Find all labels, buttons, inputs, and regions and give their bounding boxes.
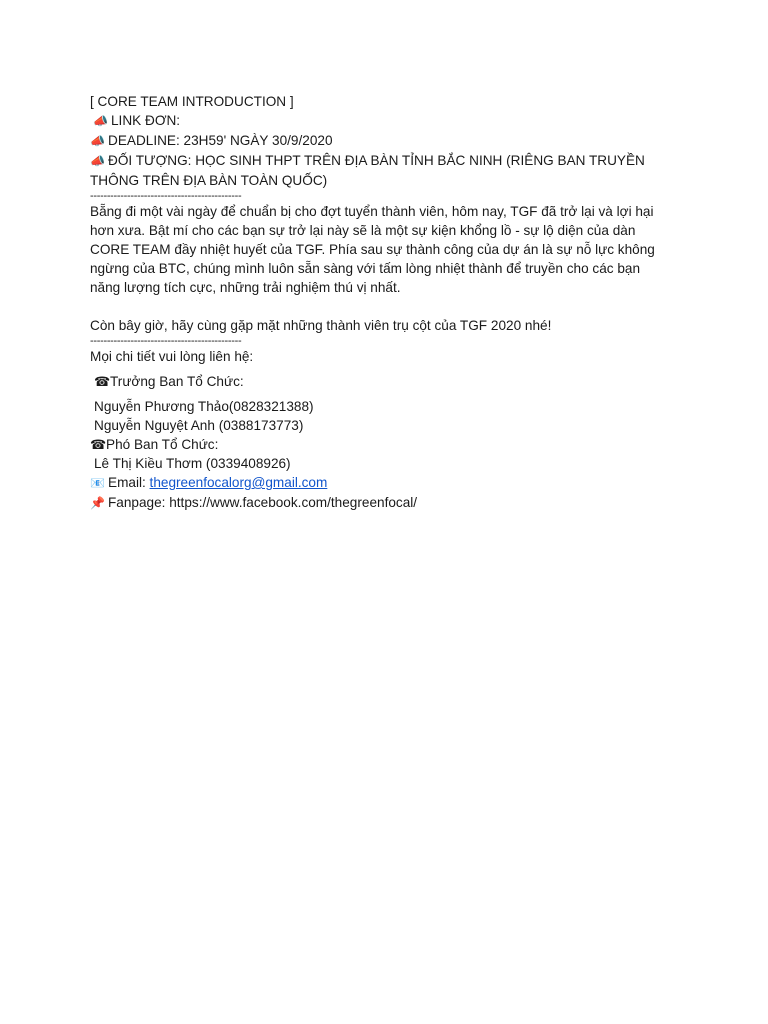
email-link[interactable]: thegreenfocalorg@gmail.com: [149, 475, 328, 490]
phone-icon: ☎: [90, 437, 107, 452]
target-line: [90, 151, 680, 190]
head-organizer-contact-2: Nguyễn Nguyệt Anh (0388173773): [94, 418, 304, 433]
pushpin-icon: 📌: [90, 496, 105, 510]
deadline-line: [90, 131, 680, 151]
closing-paragraph: Còn bây giờ, hãy cùng gặp mặt những thành viên trụ cột của TGF 2020 nhé!: [90, 318, 552, 333]
megaphone-icon: 📣: [93, 114, 108, 128]
deputy-organizer-contact-1: Lê Thị Kiều Thơm (0339408926): [94, 456, 291, 471]
head-organizer-label: Trưởng Ban Tổ Chức:: [110, 374, 244, 389]
target-text: ĐỐI TƯỢNG: HỌC SINH THPT TRÊN ĐỊA BÀN TỈNH BẮC NINH (RIÊNG BAN TRUYỀN THÔNG TRÊN ĐỊA BÀN TOÀN QUỐC): [90, 153, 645, 188]
contact-intro: Mọi chi tiết vui lòng liên hệ:: [90, 349, 254, 364]
link-label: LINK ĐƠN:: [111, 113, 181, 128]
divider: ---------------------------------------------: [90, 190, 242, 202]
spacer: [90, 297, 680, 316]
email-line: [90, 473, 680, 493]
megaphone-icon: 📣: [90, 134, 105, 148]
megaphone-icon: 📣: [90, 154, 105, 168]
deadline-text: DEADLINE: 23H59' NGÀY 30/9/2020: [108, 133, 333, 148]
deputy-organizer-title: [90, 435, 680, 454]
intro-paragraph: Bẵng đi một vài ngày để chuẩn bị cho đợt tuyển thành viên, hôm nay, TGF đã trở lại và lợi hại hơn xưa. Bật mí cho các bạn sự trở lại này sẽ là một sự kiện khổng lồ - sự lộ diện của dàn CORE TEAM đầy nhiệt huyết của TGF. Phía sau sự thành công của dự án là sự nỗ lực không ngừng của BTC, chúng mình luôn sẵn sàng với tấm lòng nhiệt thành để truyền cho các bạn năng lượng tích cực, những trải nghiệm thú vị nhất.: [90, 204, 655, 295]
head-organizer-contact-1: Nguyễn Phương Thảo(0828321388): [94, 399, 314, 414]
link-line: [90, 111, 680, 131]
divider: ---------------------------------------------: [90, 335, 242, 347]
phone-icon: ☎: [94, 374, 111, 389]
post-title: [ CORE TEAM INTRODUCTION ]: [90, 94, 294, 109]
deputy-organizer-label: Phó Ban Tổ Chức:: [106, 437, 219, 452]
fanpage-line: [90, 493, 680, 513]
head-organizer-title: [90, 372, 680, 391]
fanpage-text: Fanpage: https://www.facebook.com/thegreenfocal/: [108, 495, 418, 510]
email-label: Email:: [108, 475, 150, 490]
email-icon: 📧: [90, 476, 105, 490]
post-content: [90, 92, 680, 513]
